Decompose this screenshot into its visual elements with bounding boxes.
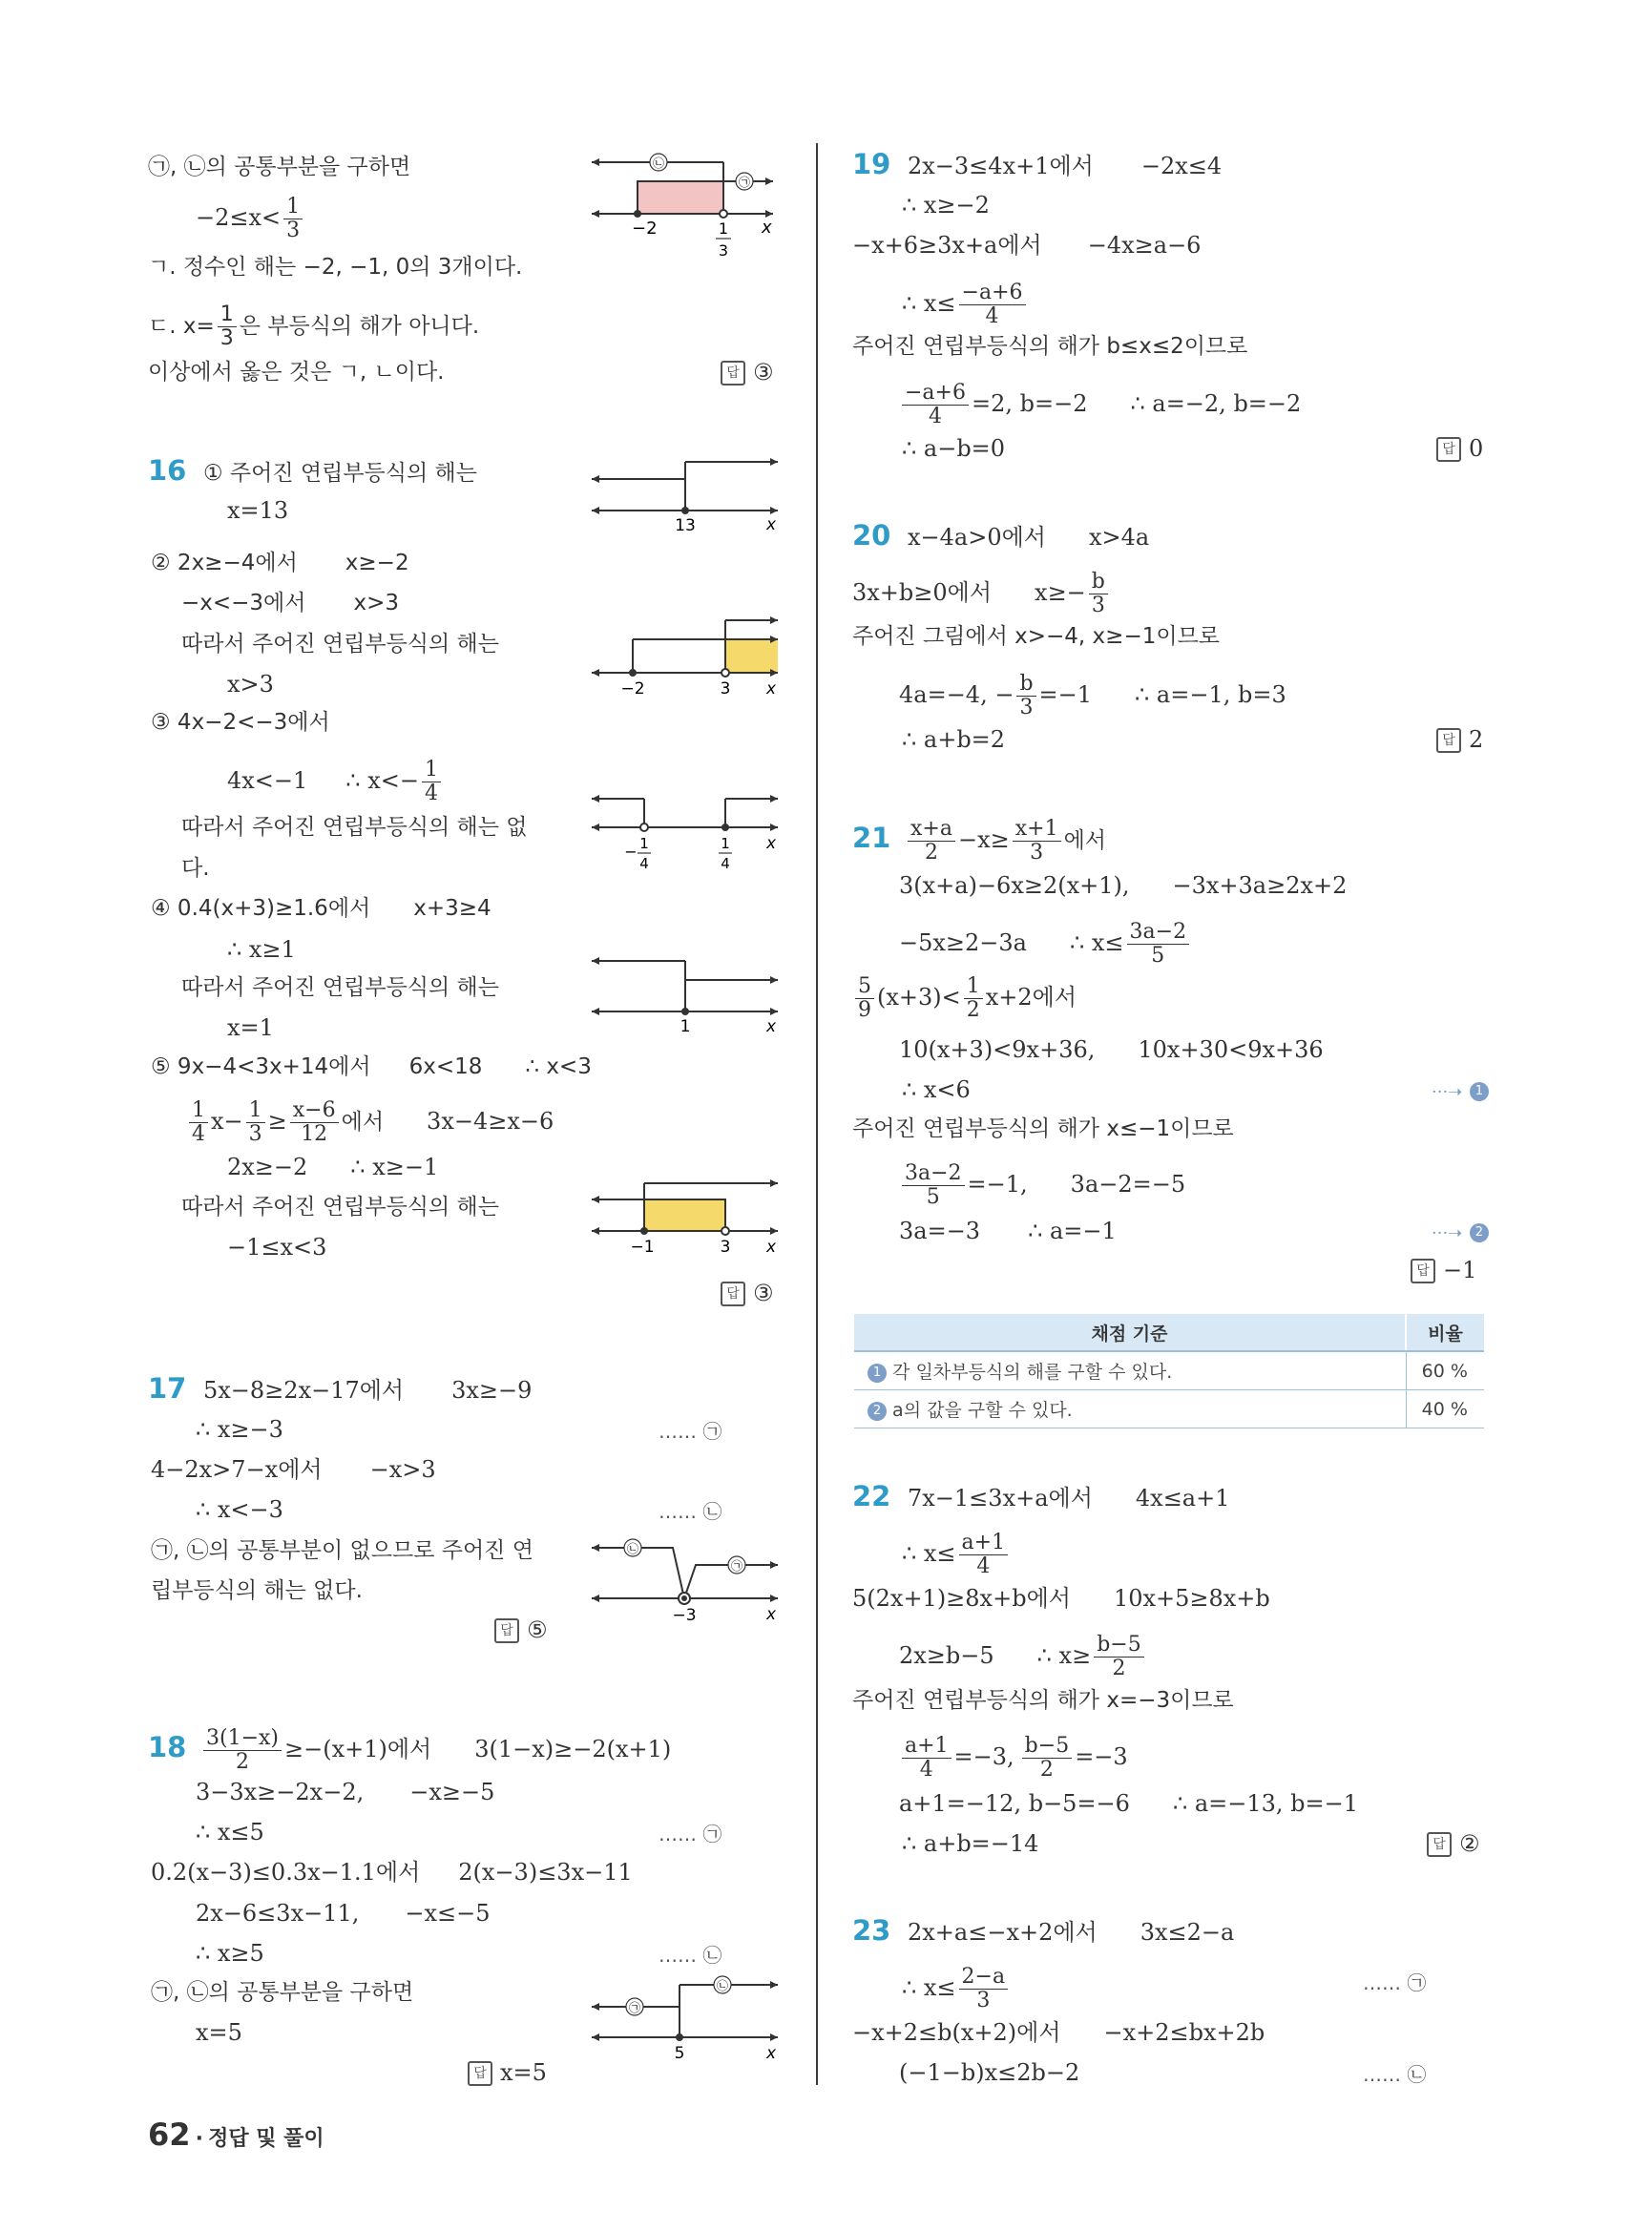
p22-line6: $\frac{a+1}{4}$ =−3, $\frac{b-5}{2}$ =−3 (899, 1735, 1128, 1782)
p17-line5: ㉠, ㉡의 공통부분이 없으므로 주어진 연 (151, 1538, 533, 1563)
p20-line1: 20 x−4a>0에서 x>4a (852, 519, 1150, 552)
p16-line15: ⑤ 9x−4<3x+14에서 6x<18 ∴ x<3 (151, 1054, 592, 1079)
svg-text:㉡: ㉡ (716, 1979, 729, 1992)
answer-icon: 답 (1411, 1259, 1435, 1283)
table-row: 2 a의 값을 구할 수 있다. 40 % (854, 1390, 1484, 1428)
p17-line3: 4−2x>7−x에서 −x>3 (151, 1456, 436, 1483)
svg-text:1: 1 (680, 1017, 691, 1035)
svg-text:1: 1 (721, 835, 730, 852)
p16-line11: ④ 0.4(x+3)≥1.6에서 x+3≥4 (151, 896, 491, 921)
ratio-header: 비율 (1406, 1314, 1484, 1351)
problem-number: 16 (148, 454, 187, 487)
p17-mark-1: …… ㉠ (659, 1420, 722, 1443)
p22-line5: 주어진 연립부등식의 해가 x=−3이므로 (852, 1688, 1234, 1713)
p18-graph (587, 1970, 787, 2066)
p16-line5: 따라서 주어진 연립부등식의 해는 (181, 632, 499, 657)
p18-mark-1: …… ㉠ (659, 1823, 722, 1845)
p21-line1: 21 $\frac{x+a}{2}$ −x≥ $\frac{x+1}{3}$ 에서 (852, 817, 1107, 865)
svg-text:x: x (766, 2044, 777, 2063)
p16-line7: ③ 4x−2<−3에서 (151, 710, 330, 735)
p15-graph-label-c1: ㉡ (652, 156, 665, 170)
p16-line19: −1≤x<3 (227, 1234, 327, 1261)
footer-title: 정답 및 풀이 (208, 2127, 324, 2151)
p19-line3: −x+6≥3x+a에서 −4x≥a−6 (852, 232, 1202, 259)
p15-graph-label-c2: ㉠ (738, 176, 751, 189)
answer-icon: 답 (468, 2061, 492, 2086)
p20-line3: 주어진 그림에서 x>−4, x≥−1이므로 (852, 624, 1220, 649)
p16-graph-2 (587, 606, 787, 697)
p22-line8: ∴ a+b=−14 (902, 1830, 1039, 1857)
problem-number: 22 (852, 1480, 891, 1512)
svg-text:−: − (624, 843, 638, 861)
p20-line5: ∴ a+b=2 (902, 726, 1006, 753)
svg-text:−3: −3 (672, 1606, 697, 1625)
p16-answer: 답 ③ (721, 1279, 774, 1307)
svg-text:−2: −2 (620, 679, 645, 697)
answer-icon: 답 (1436, 728, 1461, 753)
p21-step-marker-2: ···➝ 2 (1432, 1217, 1489, 1248)
p21-line2: 3(x+a)−6x≥2(x+1), −3x+3a≥2x+2 (899, 872, 1348, 899)
svg-text:x: x (766, 1605, 777, 1624)
page-footer (148, 2116, 324, 2153)
p17-line2: ∴ x≥−3 (196, 1416, 283, 1443)
p23-line2: ∴ x≤ $\frac{2-a}{3}$ (902, 1966, 1011, 2012)
p21-line6: ∴ x<6 (902, 1076, 971, 1103)
answer-icon: 답 (721, 1282, 745, 1306)
svg-text:x: x (766, 679, 777, 697)
footer-bullet: · (195, 2127, 203, 2151)
p21-line9: 3a=−3 ∴ a=−1 (899, 1218, 1117, 1244)
p16-line3: ② 2x≥−4에서 x≥−2 (151, 551, 409, 575)
answer-icon: 답 (1436, 437, 1461, 462)
svg-text:4: 4 (639, 855, 649, 872)
p19-line6: $\frac{-a+6}{4}$ =2, b=−2 ∴ a=−2, b=−2 (899, 382, 1301, 428)
p17-graph (587, 1527, 787, 1627)
table-row: 1 각 일차부등식의 해를 구할 수 있다. 60 % (854, 1351, 1484, 1390)
p23-mark-2: …… ㉡ (1363, 2063, 1427, 2086)
problem-number: 19 (852, 148, 891, 180)
svg-text:3: 3 (720, 1238, 731, 1255)
answer-icon: 답 (494, 1618, 519, 1643)
p19-line5: 주어진 연립부등식의 해가 b≤x≤2이므로 (852, 334, 1248, 359)
p23-line4: (−1−b)x≤2b−2 (899, 2059, 1080, 2086)
p15-answer: 답 ③ (721, 358, 774, 386)
p15-line4: ㄷ. x= $\frac{1}{3}$ 은 부등식의 해가 아니다. (148, 302, 480, 350)
p17-line4: ∴ x<−3 (196, 1496, 283, 1523)
p16-line6: x>3 (227, 671, 274, 698)
problem-number: 18 (148, 1731, 187, 1763)
p21-step-marker-1: ···➝ 1 (1432, 1075, 1489, 1107)
p16-line4: −x<−3에서 x>3 (181, 591, 400, 615)
p19-line4: ∴ x≤ $\frac{-a+6}{4}$ (902, 281, 1029, 328)
svg-text:㉡: ㉡ (626, 1542, 639, 1555)
p20-line2: 3x+b≥0에서 x≥− $\frac{b}{3}$ (852, 571, 1111, 617)
criteria-header: 채점 기준 (854, 1314, 1406, 1351)
svg-text:㉠: ㉠ (730, 1559, 743, 1573)
svg-text:5: 5 (674, 2044, 685, 2063)
p16-line9: 따라서 주어진 연립부등식의 해는 없 (181, 815, 528, 840)
svg-text:−1: −1 (630, 1238, 655, 1255)
p20-answer: 답 2 (1436, 725, 1483, 754)
p15-line1: ㉠, ㉡의 공통부분을 구하면 (148, 155, 411, 179)
step-badge: 1 (868, 1364, 887, 1383)
p16-line10: 다. (181, 856, 210, 881)
p17-line6: 립부등식의 해는 없다. (151, 1578, 363, 1603)
svg-text:x: x (766, 834, 777, 853)
p18-mark-2: …… ㉡ (659, 1944, 722, 1967)
p21-answer: 답 −1 (1411, 1256, 1476, 1284)
svg-text:x: x (766, 1017, 777, 1035)
p18-line6: ∴ x≥5 (196, 1940, 264, 1967)
svg-text:1: 1 (718, 219, 729, 238)
p18-line7: ㉠, ㉡의 공통부분을 구하면 (151, 1980, 414, 2005)
svg-text:4: 4 (721, 855, 730, 872)
p16-graph-1 (587, 448, 787, 534)
p16-line14: x=1 (227, 1014, 274, 1041)
p23-line1: 23 2x+a≤−x+2에서 3x≤2−a (852, 1914, 1235, 1947)
p19-line1: 19 2x−3≤4x+1에서 −2x≤4 (852, 148, 1223, 180)
p18-line3: ∴ x≤5 (196, 1819, 264, 1845)
p21-line3: −5x≥2−3a ∴ x≤ $\frac{3a-2}{5}$ (899, 921, 1192, 968)
p16-graph-3 (587, 787, 787, 883)
p17-answer: 답 ⑤ (494, 1616, 548, 1644)
p16-line1: 16 ① 주어진 연립부등식의 해는 (148, 454, 477, 487)
p17-line1: 17 5x−8≥2x−17에서 3x≥−9 (148, 1372, 533, 1405)
p18-answer: 답 x=5 (468, 2058, 547, 2087)
svg-text:3: 3 (718, 241, 729, 260)
p19-line7: ∴ a−b=0 (902, 435, 1006, 462)
svg-text:x: x (766, 1238, 777, 1255)
p18-line5: 2x−6≤3x−11, −x≤−5 (196, 1900, 491, 1927)
p16-line12: ∴ x≥1 (227, 936, 296, 963)
p18-line1: 18 $\frac{3(1-x)}{2}$ ≥−(x+1)에서 3(1−x)≥−2(x+1) (148, 1726, 672, 1774)
svg-text:3: 3 (720, 679, 731, 697)
p16-line2: x=13 (227, 497, 289, 524)
p17-mark-2: …… ㉡ (659, 1500, 722, 1523)
p16-line13: 따라서 주어진 연립부등식의 해는 (181, 975, 499, 1000)
answer-icon: 답 (1427, 1832, 1452, 1857)
problem-number: 23 (852, 1914, 891, 1947)
p22-line3: 5(2x+1)≥8x+b에서 10x+5≥8x+b (852, 1585, 1270, 1612)
p23-mark-1: …… ㉠ (1363, 1971, 1427, 1994)
p22-line4: 2x≥b−5 ∴ x≥ $\frac{b-5}{2}$ (899, 1634, 1147, 1680)
grading-criteria-table (854, 1314, 1484, 1428)
p18-line2: 3−3x≥−2x−2, −x≥−5 (196, 1779, 495, 1805)
problem-number: 17 (148, 1372, 187, 1405)
svg-text:13: 13 (675, 516, 696, 534)
problem-number: 21 (852, 822, 891, 854)
p15-line3: ㄱ. 정수인 해는 −2, −1, 0의 3개이다. (148, 255, 523, 280)
p18-line4: 0.2(x−3)≤0.3x−1.1에서 2(x−3)≤3x−11 (151, 1859, 633, 1886)
svg-text:1: 1 (639, 835, 649, 852)
p16-line17: 2x≥−2 ∴ x≥−1 (227, 1154, 439, 1180)
p15-overlap-region (638, 181, 723, 214)
p21-line7: 주어진 연립부등식의 해가 x≤−1이므로 (852, 1116, 1234, 1141)
p15-line2: −2≤x< $\frac{1}{3}$ (196, 196, 305, 242)
problem-number: 20 (852, 519, 891, 552)
p22-line1: 22 7x−1≤3x+a에서 4x≤a+1 (852, 1480, 1230, 1512)
page-number: 62 (148, 2116, 191, 2153)
p15-tick-1: −2 (632, 219, 658, 239)
p19-answer: 답 0 (1436, 434, 1483, 463)
p22-line7: a+1=−12, b−5=−6 ∴ a=−13, b=−1 (899, 1790, 1359, 1817)
p22-answer: 답 ② (1427, 1829, 1480, 1858)
answer-icon: 답 (721, 361, 745, 386)
p20-line4: 4a=−4, − $\frac{b}{3}$ =−1 ∴ a=−1, b=3 (899, 672, 1286, 719)
p15-line5: 이상에서 옳은 것은 ㄱ, ㄴ이다. (148, 360, 445, 385)
p16-line8: 4x<−1 ∴ x<− $\frac{1}{4}$ (227, 759, 444, 805)
step-badge: 2 (868, 1402, 887, 1421)
p22-line2: ∴ x≤ $\frac{a+1}{4}$ (902, 1532, 1011, 1578)
p21-line4: $\frac{5}{9}$ (x+3)< $\frac{1}{2}$ x+2에서 (852, 975, 1077, 1022)
p16-line16: $\frac{1}{4}$ x− $\frac{1}{3}$ ≥ $\frac{x-6}{12}$ 에서 3x−4≥x−6 (186, 1099, 554, 1146)
svg-text:x: x (766, 515, 777, 534)
column-divider (816, 143, 818, 2085)
p15-number-line-graph (582, 143, 792, 267)
p21-line8: $\frac{3a-2}{5}$ =−1, 3a−2=−5 (899, 1162, 1185, 1209)
p19-line2: ∴ x≥−2 (902, 192, 990, 219)
p16-line18: 따라서 주어진 연립부등식의 해는 (181, 1195, 499, 1220)
svg-text:x: x (762, 218, 772, 238)
p21-line5: 10(x+3)<9x+36, 10x+30<9x+36 (899, 1036, 1324, 1063)
p16-graph-4 (587, 949, 787, 1035)
p23-line3: −x+2≤b(x+2)에서 −x+2≤bx+2b (852, 2019, 1265, 2046)
p16-graph-5 (587, 1169, 787, 1255)
p18-line8: x=5 (196, 2019, 242, 2046)
svg-text:㉠: ㉠ (628, 2001, 641, 2014)
